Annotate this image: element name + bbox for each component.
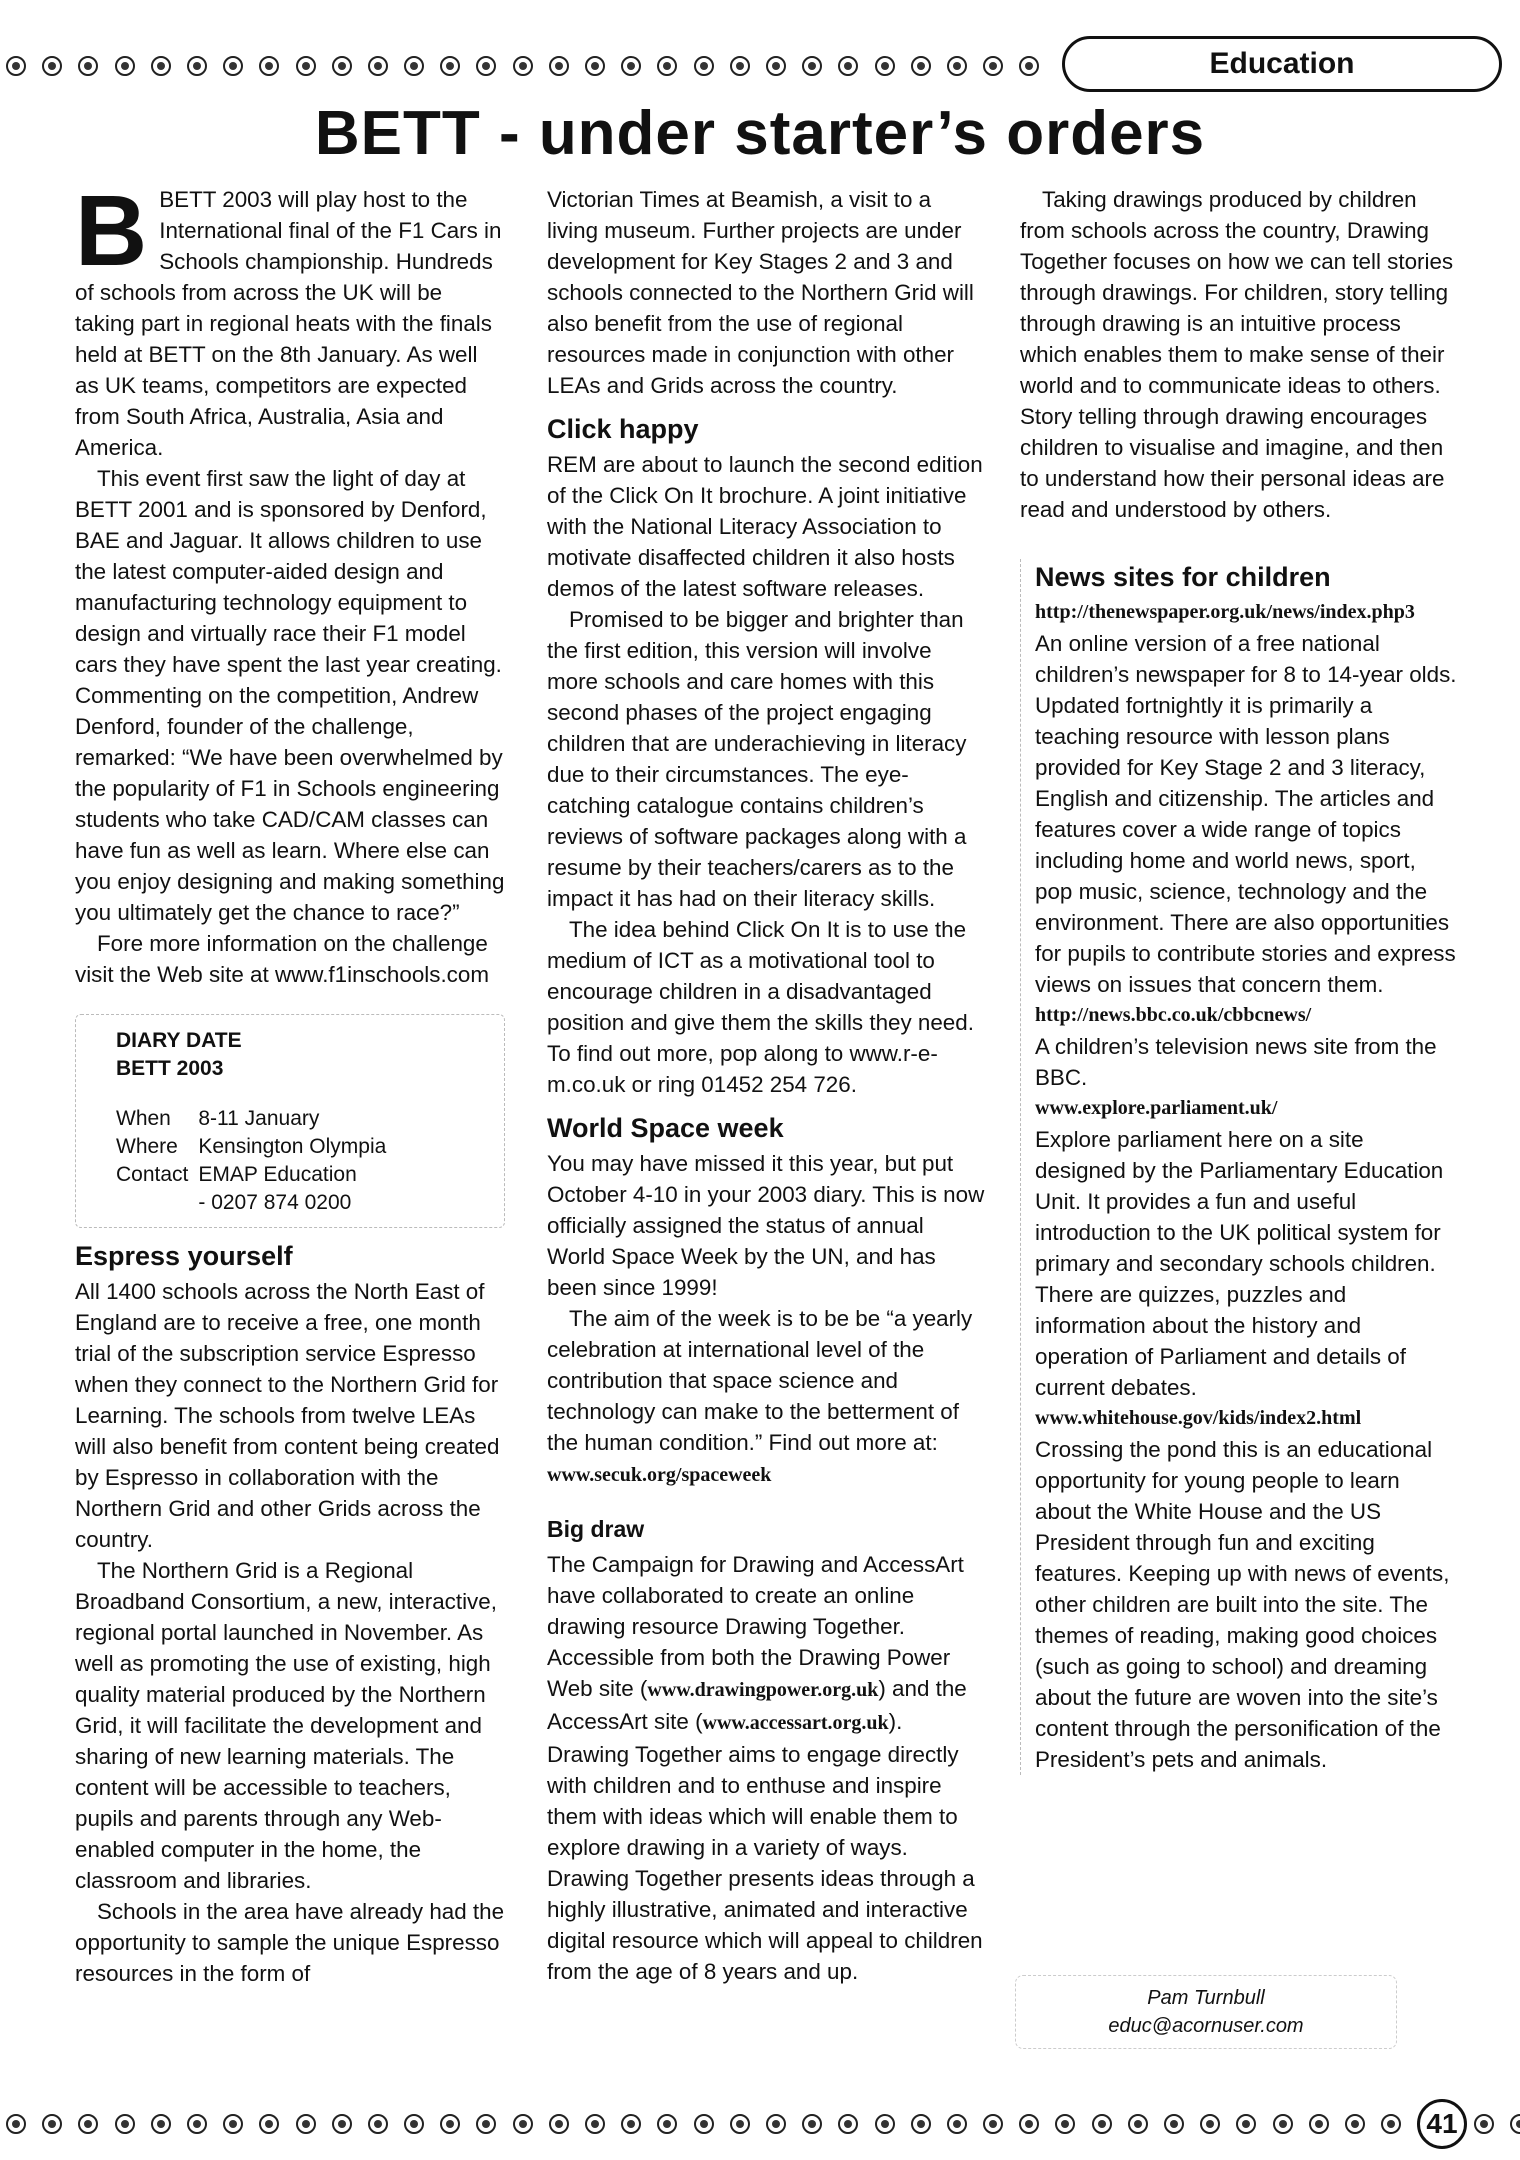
border-dot	[585, 56, 605, 76]
border-dot	[1474, 2114, 1494, 2134]
border-dot	[42, 56, 62, 76]
intro-paragraph	[75, 175, 505, 463]
site-url[interactable]: http://thenewspaper.org.uk/news/index.php3	[1035, 601, 1415, 623]
section-label: Education	[1209, 47, 1355, 80]
site-description: An online version of a free national children’s newspaper for 8 to 14-year olds. Updated fortnightly it is primarily a teaching resource with lesson plans provided for Key Stage 2 and 3 literacy, English and citizenship. The articles and features cover a wide range of topics including home and world news, sport, pop music, science, technology and the environment. There are also opportunities for pupils to contribute stories and express views on issues that concern them.	[1035, 631, 1457, 997]
border-dot	[802, 2114, 822, 2134]
diary-subheading: BETT 2003	[116, 1057, 224, 1080]
border-dot	[296, 2114, 316, 2134]
border-dot	[404, 56, 424, 76]
border-dot	[1510, 2114, 1520, 2134]
border-dot	[983, 56, 1003, 76]
border-dot	[259, 2114, 279, 2134]
paragraph: Schools in the area have already had the opportunity to sample the unique Espresso resources in the form of	[75, 1899, 505, 1986]
border-dot	[187, 2114, 207, 2134]
diary-label: Where	[116, 1135, 178, 1158]
border-dot	[332, 2114, 352, 2134]
border-dot	[621, 56, 641, 76]
author-signature	[1015, 1975, 1397, 2049]
space-link[interactable]: www.secuk.org/spaceweek	[547, 1464, 772, 1486]
border-dot	[621, 2114, 641, 2134]
border-dot	[911, 2114, 931, 2134]
text: ) and the AccessArt site (	[547, 1676, 967, 1734]
border-dot	[549, 2114, 569, 2134]
border-dot	[187, 56, 207, 76]
text: ). Drawing Together aims to engage directly with children and to enthuse and inspire them with ideas which will enable them to explore drawing in a variety of ways. Drawing Together presents ideas through a highly illustrative, animated and interactive digital resource which will appeal to children from the age of 8 years and up.	[547, 1709, 983, 1984]
border-dot	[585, 2114, 605, 2134]
border-dot	[947, 2114, 967, 2134]
page-number: 41	[1417, 2099, 1467, 2149]
paragraph: The aim of the week is to be be “a yearly celebration at international level of the contribution that space science and technology can make to the betterment of the human condition.” Find out more at:	[547, 1306, 973, 1455]
border-dot	[513, 2114, 533, 2134]
paragraph: All 1400 schools across the North East of England are to receive a free, one month trial of the subscription service Espresso when they connect to the Northern Grid for Learning. The schools from twelve LEAs will also benefit from content being created by Espresso in collaboration with the Northern Grid and other Grids across the country.	[75, 1279, 500, 1552]
border-dot	[404, 2114, 424, 2134]
border-dot	[6, 2114, 26, 2134]
border-dot	[42, 2114, 62, 2134]
paragraph: Promised to be bigger and brighter than the first edition, this version will involve more schools and care homes with this second phases of the project engaging children that are underachieving in literacy due to their circumstances. The eye-catching catalogue contains children’s reviews of software packages along with a resume by their teachers/carers as to the impact it has had on their literacy skills.	[547, 607, 967, 911]
border-dot	[766, 2114, 786, 2134]
diary-value: 8-11 January	[198, 1107, 320, 1130]
border-dot	[368, 56, 388, 76]
accessart-link[interactable]: www.accessart.org.uk	[702, 1712, 889, 1734]
site-description: A children’s television news site from the BBC.	[1035, 1034, 1437, 1090]
diary-table	[116, 1105, 396, 1217]
border-dot	[332, 56, 352, 76]
author-email[interactable]: educ@acornuser.com	[1108, 2015, 1304, 2037]
bottom-dot-border	[0, 2106, 1421, 2142]
drawingpower-link[interactable]: www.drawingpower.org.uk	[647, 1679, 879, 1701]
border-dot	[911, 56, 931, 76]
section-heading: Click happy	[547, 414, 699, 444]
diary-value: EMAP Education	[198, 1163, 357, 1186]
paragraph: Fore more information on the challenge visit the Web site at www.f1inschools.com	[75, 931, 489, 987]
border-dot	[838, 56, 858, 76]
border-dot	[476, 2114, 496, 2134]
border-dot	[875, 56, 895, 76]
site-description: Explore parliament here on a site designed by the Parliamentary Education Unit. It provides a fun and useful introduction to the UK political system for primary and secondary schools children. There are quizzes, puzzles and information about the history and operation of Parliament and details of current debates.	[1035, 1127, 1444, 1400]
column-1	[75, 175, 505, 1989]
paragraph: Victorian Times at Beamish, a visit to a living museum. Further projects are under development for Key Stages 2 and 3 and schools connected to the Northern Grid will also benefit from the use of regional resources made in conjunction with other LEAs and Grids across the country.	[547, 187, 974, 398]
border-dot	[983, 2114, 1003, 2134]
site-description: Crossing the pond this is an educational opportunity for young people to learn about the White House and the US President through fun and exciting features. Keeping up with news of events, other children are built into the site. The themes of reading, making good choices (such as going to school) and dreaming about the future are woven into the site’s content through the personification of the President’s pets and animals.	[1035, 1437, 1450, 1772]
paragraph: The idea behind Click On It is to use the medium of ICT as a motivational tool to encourage children in a disadvantaged position and give them the skills they need. To find out more, pop along to www.r-e-m.co.uk or ring 01452 254 726.	[547, 917, 974, 1097]
border-dot	[151, 2114, 171, 2134]
border-dot	[730, 56, 750, 76]
diary-date-box	[75, 1014, 505, 1228]
drop-cap: B	[75, 175, 148, 287]
page-title: BETT - under starter’s orders	[314, 99, 1206, 168]
paragraph: You may have missed it this year, but put October 4-10 in your 2003 diary. This is now officially assigned the status of annual World Space Week by the UN, and has been since 1999!	[547, 1151, 985, 1300]
border-dot	[730, 2114, 750, 2134]
border-dot	[766, 56, 786, 76]
site-url[interactable]: http://news.bbc.co.uk/cbbcnews/	[1035, 1004, 1312, 1026]
border-dot	[1019, 2114, 1039, 2134]
text: The Campaign for Drawing and AccessArt have collaborated to create an online drawing resource Drawing Together. Accessible from both the Drawing Power Web site (	[547, 1552, 964, 1701]
border-dot	[657, 2114, 677, 2134]
border-dot	[223, 2114, 243, 2134]
diary-value: Kensington Olympia	[198, 1135, 387, 1158]
border-dot	[694, 56, 714, 76]
site-url[interactable]: www.whitehouse.gov/kids/index2.html	[1035, 1407, 1362, 1429]
border-dot	[368, 2114, 388, 2134]
diary-label: When	[116, 1107, 171, 1130]
diary-label: Contact	[116, 1163, 189, 1186]
border-dot	[802, 56, 822, 76]
border-dot	[1019, 56, 1039, 76]
section-heading: Espress yourself	[75, 1241, 293, 1271]
border-dot	[296, 56, 316, 76]
diary-phone: - 0207 874 0200	[198, 1191, 352, 1214]
border-dot	[549, 56, 569, 76]
border-dot	[1236, 2114, 1256, 2134]
diary-heading: DIARY DATE	[116, 1029, 242, 1052]
border-dot	[115, 2114, 135, 2134]
border-dot	[476, 56, 496, 76]
border-dot	[838, 2114, 858, 2134]
border-dot	[259, 56, 279, 76]
border-dot	[875, 2114, 895, 2134]
site-url[interactable]: www.explore.parliament.uk/	[1035, 1097, 1278, 1119]
border-dot	[115, 56, 135, 76]
border-dot	[1200, 2114, 1220, 2134]
top-dot-border	[0, 48, 1066, 84]
border-dot	[1345, 2114, 1365, 2134]
border-dot	[1055, 2114, 1075, 2134]
bottom-dot-border-end	[1474, 2106, 1520, 2142]
column-2	[547, 184, 987, 1987]
border-dot	[513, 56, 533, 76]
section-heading: World Space week	[547, 1113, 784, 1143]
border-dot	[657, 56, 677, 76]
border-dot	[151, 56, 171, 76]
border-dot	[1164, 2114, 1184, 2134]
section-heading: News sites for children	[1035, 562, 1331, 592]
border-dot	[78, 2114, 98, 2134]
section-tab	[1062, 36, 1502, 92]
paragraph	[547, 1549, 987, 1987]
border-dot	[1273, 2114, 1293, 2134]
border-dot	[223, 56, 243, 76]
border-dot	[440, 56, 460, 76]
paragraph: The Northern Grid is a Regional Broadband Consortium, a new, interactive, regional portal launched in November. As well as promoting the use of existing, high quality material produced by the Northern Grid, it will facilitate the development and sharing of new learning materials. The content will be accessible to teachers, pupils and parents through any Web-enabled computer in the home, the classroom and libraries.	[75, 1558, 497, 1893]
border-dot	[694, 2114, 714, 2134]
space-url[interactable]	[547, 1458, 987, 1491]
paragraph: Taking drawings produced by children from schools across the country, Drawing Together focuses on how we can tell stories through drawings. For children, story telling through drawing is an intuitive process which enables them to make sense of their world and to communicate ideas to others. Story telling through drawing encourages children to visualise and imagine, and then to understand how their personal ideas are read and understood by others.	[1020, 187, 1454, 522]
border-dot	[1128, 2114, 1148, 2134]
border-dot	[78, 56, 98, 76]
news-sites-box	[1020, 559, 1458, 1775]
column-3	[1020, 184, 1458, 1775]
border-dot	[440, 2114, 460, 2134]
section-heading: Big draw	[547, 1516, 645, 1542]
border-dot	[6, 56, 26, 76]
paragraph: REM are about to launch the second edition of the Click On It brochure. A joint initiative with the National Literacy Association to motivate disaffected children it also hosts demos of the latest software releases.	[547, 452, 983, 601]
border-dot	[1381, 2114, 1401, 2134]
intro-text: BETT 2003 will play host to the International final of the F1 Cars in Schools championship. Hundreds of schools from across the UK will be taking part in regional heats with the finals held at BETT on the 8th January. As well as UK teams, competitors are expected from South Africa, Australia, Asia and America.	[75, 187, 502, 460]
border-dot	[1092, 2114, 1112, 2134]
border-dot	[1309, 2114, 1329, 2134]
author-name: Pam Turnbull	[1147, 1987, 1265, 2009]
border-dot	[947, 56, 967, 76]
paragraph: This event first saw the light of day at BETT 2001 and is sponsored by Denford, BAE and Jaguar. It allows children to use the latest computer-aided design and manufacturing technology equipment to design and virtually race their F1 model cars they have spent the last year creating. Commenting on the competition, Andrew Denford, founder of the challenge, remarked: “We have been overwhelmed by the popularity of F1 in Schools engineering students who take CAD/CAM classes can have fun as well as learn. Where else can you enjoy designing and making something you ultimately get the chance to race?”	[75, 466, 505, 925]
